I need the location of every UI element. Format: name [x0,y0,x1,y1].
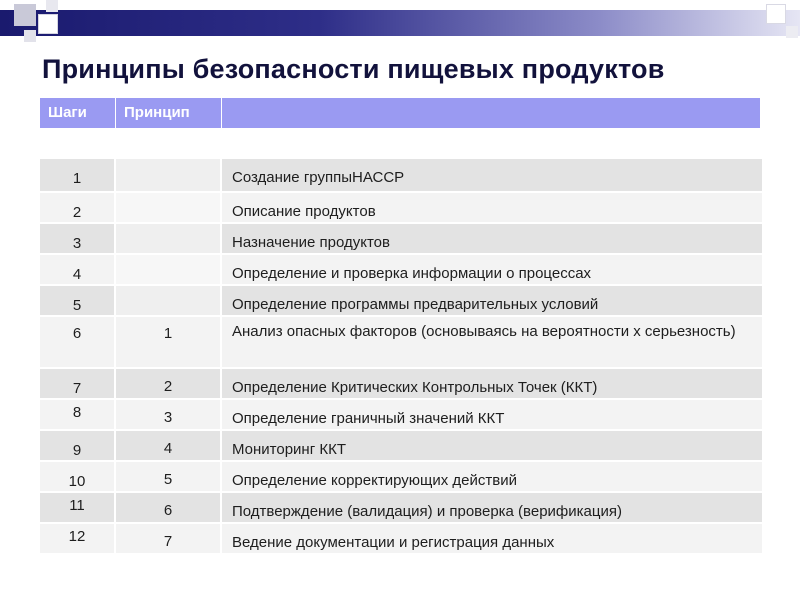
step-number: 9 [40,431,116,460]
table-row [40,431,762,460]
principle-number: 1 [116,317,222,367]
step-description: Определение Критических Контрольных Точек (ККТ) [222,369,762,398]
step-number: 2 [40,193,116,222]
principle-number [116,255,222,284]
principle-number: 4 [116,431,222,460]
table-row [40,286,762,315]
table-row [40,462,762,491]
table-header [40,98,760,128]
principle-number: 6 [116,493,222,522]
principle-number [116,159,222,191]
principle-number: 5 [116,462,222,491]
principle-number [116,224,222,253]
page-title: Принципы безопасности пищевых продуктов [42,54,665,84]
step-description: Назначение продуктов [222,224,762,253]
decor-square [766,4,786,24]
principle-number: 2 [116,369,222,398]
table-row [40,159,762,191]
step-description: Ведение документации и регистрация данных [222,524,762,553]
step-number: 3 [40,224,116,253]
step-number: 10 [40,462,116,491]
title-bar [0,10,800,36]
decor-square [14,4,36,26]
step-number: 8 [40,400,116,429]
principle-number [116,193,222,222]
step-number: 12 [40,524,116,553]
principle-number: 7 [116,524,222,553]
step-description: Определение граничный значений ККТ [222,400,762,429]
haccp-table [40,159,762,555]
decor-square [46,0,58,12]
step-number: 7 [40,369,116,398]
table-row [40,224,762,253]
table-row [40,255,762,284]
step-description: Подтверждение (валидация) и проверка (верификация) [222,493,762,522]
step-description: Создание группыНАССР [222,159,762,191]
step-number: 11 [40,493,116,522]
step-number: 4 [40,255,116,284]
step-description: Определение корректирующих действий [222,462,762,491]
table-row [40,193,762,222]
step-description: Анализ опасных факторов (основываясь на вероятности х серьезность) [222,317,762,367]
table-row [40,317,762,367]
step-description: Определение программы предварительных условий [222,286,762,315]
principle-number: 3 [116,400,222,429]
step-description: Мониторинг ККТ [222,431,762,460]
header-principle: Принцип [116,98,222,128]
table-row [40,369,762,398]
header-steps: Шаги [40,98,116,128]
table-row [40,400,762,429]
step-number: 5 [40,286,116,315]
header-description [222,98,760,128]
decor-square [38,14,58,34]
decor-square [786,26,798,38]
step-description: Описание продуктов [222,193,762,222]
principle-number [116,286,222,315]
table-row [40,493,762,522]
step-number: 1 [40,159,116,191]
decorative-squares-right [740,0,800,50]
table-row [40,524,762,553]
decor-square [24,30,36,42]
step-number: 6 [40,317,116,367]
step-description: Определение и проверка информации о процессах [222,255,762,284]
decorative-squares-left [0,0,70,50]
